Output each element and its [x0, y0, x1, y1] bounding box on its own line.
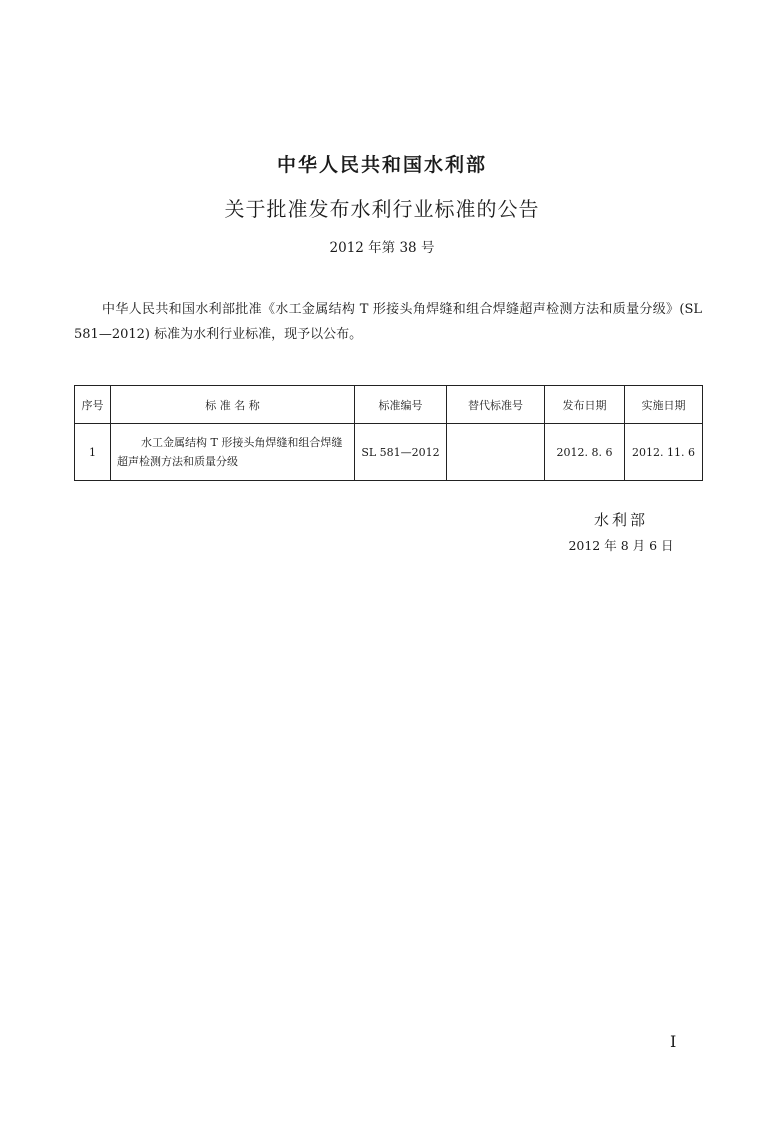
announcement-paragraph: 中华人民共和国水利部批准《水工金属结构 T 形接头角焊缝和组合焊缝超声检测方法和质量分级》(SL 581—2012) 标准为水利行业标准，现予以公布。 — [74, 302, 702, 342]
announcement-number: 2012 年第 38 号 — [329, 240, 435, 256]
cell-name-text: 水工金属结构 T 形接头角焊缝和组合焊缝超声检测方法和质量分级 — [117, 436, 343, 468]
column-header-index: 序号 — [75, 386, 111, 424]
signer: 水利部 — [593, 511, 648, 529]
table-row — [75, 424, 703, 481]
column-header-publish-date: 发布日期 — [545, 386, 625, 424]
column-header-effective-date: 实施日期 — [625, 386, 703, 424]
cell-effective-date: 2012. 11. 6 — [625, 424, 703, 481]
cell-replaced — [447, 424, 545, 481]
signature-date: 2012 年 8 月 6 日 — [568, 538, 674, 553]
column-header-replaced: 替代标准号 — [447, 386, 545, 424]
cell-index: 1 — [75, 424, 111, 481]
cell-name — [111, 424, 355, 481]
column-header-name: 标 准 名 称 — [111, 386, 355, 424]
page-number: I — [670, 1032, 677, 1051]
announcement-title: 关于批准发布水利行业标准的公告 — [224, 197, 540, 221]
ministry-heading: 中华人民共和国水利部 — [276, 154, 487, 176]
standards-table — [74, 385, 703, 481]
cell-code: SL 581—2012 — [355, 424, 447, 481]
column-header-code: 标准编号 — [355, 386, 447, 424]
table-header-row — [75, 386, 703, 424]
cell-publish-date: 2012. 8. 6 — [545, 424, 625, 481]
